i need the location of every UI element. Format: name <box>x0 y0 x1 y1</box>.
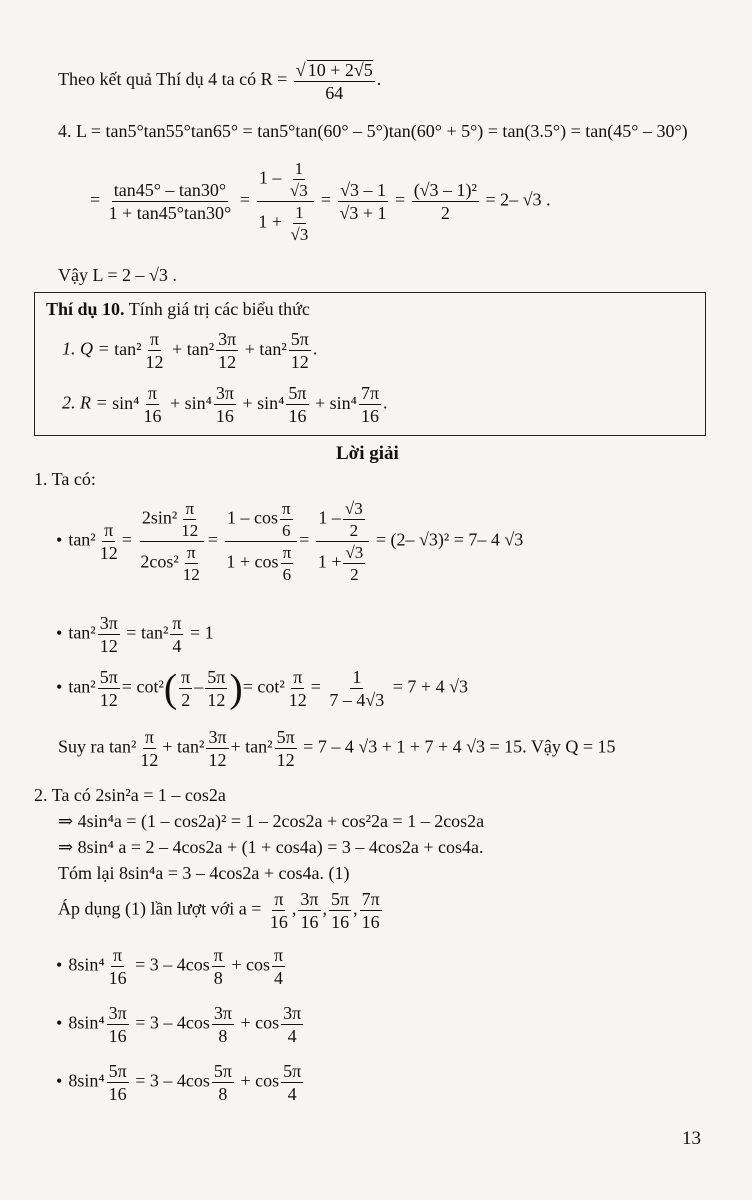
sum-result: = 7 – 4 √3 + 1 + 7 + 4 √3 = 15. Vậy Q = 15 <box>303 736 616 757</box>
intro-text: Theo kết quả Thí dụ 4 ta có <box>58 69 257 90</box>
r-denominator: 64 <box>325 83 344 103</box>
q-term-fraction: $\frac{5\pi}{12}$ <box>290 329 309 372</box>
r-term-fraction: $\frac{7\pi}{16}$ <box>360 383 380 426</box>
eq-bullet-pi16: • 8sin⁴ $\frac{\pi}{16}$ = 3 – 4cos $\frac{\pi}{8}$ + cos $\frac{\pi}{4}$ <box>56 946 287 987</box>
part1-label: 1. Ta có: <box>34 469 96 489</box>
r-term-fn: sin⁴ <box>112 392 140 413</box>
part2-line5: Áp dụng (1) lần lượt với a = $\frac{\pi}{16}$ , $\frac{3\pi}{16}$ , $\frac{5\pi}{16}$ , $\frac{7\pi}{16}$ <box>58 889 380 932</box>
sum-line: Suy ra tan² $\frac{\pi}{12}$ + tan² $\frac{3\pi}{12}$ + tan² $\frac{5\pi}{12}$ = 7 – 4 √3 + 1 + 7 + 4 √3 = 15. Vậy Q = 15 <box>58 727 616 770</box>
item4-frac1: $\frac{\tan 45^\circ - \tan 30^\circ}{1 + \tan 45^\circ\tan 30^\circ}$ <box>108 180 232 223</box>
item4-conclusion: Vậy L = 2 – √3 . <box>58 265 177 285</box>
part2-line2: ⇒ 4sin⁴a = (1 – cos2a)² = 1 – 2cos2a + cos²2a = 1 – 2cos2a <box>58 811 485 831</box>
r-term-fraction: $\frac{3\pi}{16}$ <box>215 383 234 426</box>
eq-bullet-3pi16: • 8sin⁴ $\frac{3\pi}{16}$ = 3 – 4cos $\frac{3\pi}{8}$ + cos $\frac{3\pi}{4}$ <box>56 1004 305 1045</box>
bullet-tan-3pi12: • tan² $\frac{3\pi}{12}$ = tan² $\frac{\pi}{4}$ = 1 <box>56 614 214 655</box>
bullet-tan-5pi12: • tan² $\frac{5\pi}{12}$ = cot²( $\frac{\pi}{2}$ – $\frac{5\pi}{12}$ )= cot² $\frac{\pi}{12}$ = $\frac{1}{7 - 4√3}$ = 7 + 4 √3 <box>56 668 468 709</box>
q-term-fn: tan² <box>186 338 215 359</box>
item4-frac4: $\frac{\text{(√3 – 1)²}}{2}$ <box>413 180 477 223</box>
eq-bullet-5pi16: • 8sin⁴ $\frac{5\pi}{16}$ = 3 – 4cos $\frac{5\pi}{8}$ + cos $\frac{5\pi}{4}$ <box>56 1062 305 1103</box>
part2-line3: ⇒ 8sin⁴ a = 2 – 4cos2a + (1 + cos4a) = 3 – 4cos2a + cos4a. <box>58 837 484 857</box>
example10-subtitle: Tính giá trị các biểu thức <box>128 299 310 319</box>
example10-r: 2. R = sin⁴ $\frac{\pi}{16}$ + sin⁴ $\frac{3\pi}{16}$ + sin⁴ $\frac{5\pi}{16}$ + sin⁴ $\frac{7\pi}{16}$ . <box>62 383 388 426</box>
item4-frac3: $\frac{√3 - 1}{√3 + 1}$ <box>339 180 387 223</box>
q-label: 1. Q = <box>62 338 110 359</box>
r-fraction: $\frac{√ 10 + 2√5}{64}$ <box>295 60 373 103</box>
item4-line1: 4. L = tan5°tan55°tan65° = tan5°tan(60° – 5°)tan(60° + 5°) = tan(3.5°) = tan(45° – 30°) <box>58 121 688 141</box>
item4-frac2: 1 – $\frac{1}{√3}$ 1 + $\frac{1}{√3}$ <box>256 160 314 243</box>
item4-result: = 2– √3 . <box>485 189 551 210</box>
r-term-fn: sin⁴ <box>329 392 357 413</box>
part2-line4: Tóm lại 8sin⁴a = 3 – 4cos2a + cos4a. (1) <box>58 863 350 883</box>
r-lhs: R = <box>260 69 288 90</box>
r-term-fraction: $\frac{\pi}{16}$ <box>143 383 162 426</box>
q-term-fn: tan² <box>259 338 287 359</box>
q-term-fn: tan² <box>114 338 142 359</box>
r-term-fn: sin⁴ <box>184 392 212 413</box>
q-term-fraction: $\frac{\pi}{12}$ <box>145 329 164 372</box>
q-term-fraction: $\frac{3\pi}{12}$ <box>218 329 237 372</box>
r-terms: sin⁴ $\frac{\pi}{16}$ + sin⁴ $\frac{3\pi}{16}$ + sin⁴ $\frac{5\pi}{16}$ + sin⁴ $\frac{7\pi}{16}$ <box>112 383 380 426</box>
b1-result: = (2– √3)² = 7– 4 √3 <box>375 529 524 550</box>
r-numerator: 10 + 2√5 <box>307 60 373 80</box>
example10-title-line <box>46 300 310 318</box>
intro-line: Theo kết quả Thí dụ 4 ta có R = $\frac{√ 10 + 2√5}{64}$ . <box>58 60 382 103</box>
bullet-tan-pi12: • tan² $\frac{\pi}{12}$ = 2sin² $\frac{\pi}{12}$ 2cos² $\frac{\pi}{12}$ = 1 – cos $\frac{\pi}{6}$ 1 + cos $\frac{\pi}{6}$ = 1 – $\frac{√3}{2}$ 1 + $\frac{√3}{2}$ = (2– √3)² = 7– 4 √3 <box>56 500 523 583</box>
solution-heading: Lời giải <box>336 443 399 464</box>
r-term-fraction: $\frac{5\pi}{16}$ <box>288 383 307 426</box>
r-label: 2. R = <box>62 392 108 413</box>
page-number: 13 <box>682 1128 701 1149</box>
q-terms: tan² $\frac{\pi}{12}$ + tan² $\frac{3\pi}{12}$ + tan² $\frac{5\pi}{12}$ <box>114 329 309 372</box>
example10-q: 1. Q = tan² $\frac{\pi}{12}$ + tan² $\frac{3\pi}{12}$ + tan² $\frac{5\pi}{12}$ . <box>62 329 318 372</box>
part2-line1: 2. Ta có 2sin²a = 1 – cos2a <box>34 785 226 805</box>
r-term-fn: sin⁴ <box>257 392 285 413</box>
item4-chain: = $\frac{\tan 45^\circ - \tan 30^\circ}{1 + \tan 45^\circ\tan 30^\circ}$ = 1 – $\frac{1}{√3}$ 1 + $\frac{1}{√3}$ = $\frac{√3 - 1}{√3 + 1}$ = $\frac{\text{(√3 – 1)²}}{2}$ = 2– √3 . <box>90 159 551 244</box>
example10-title: Thí dụ 10. <box>46 299 125 319</box>
